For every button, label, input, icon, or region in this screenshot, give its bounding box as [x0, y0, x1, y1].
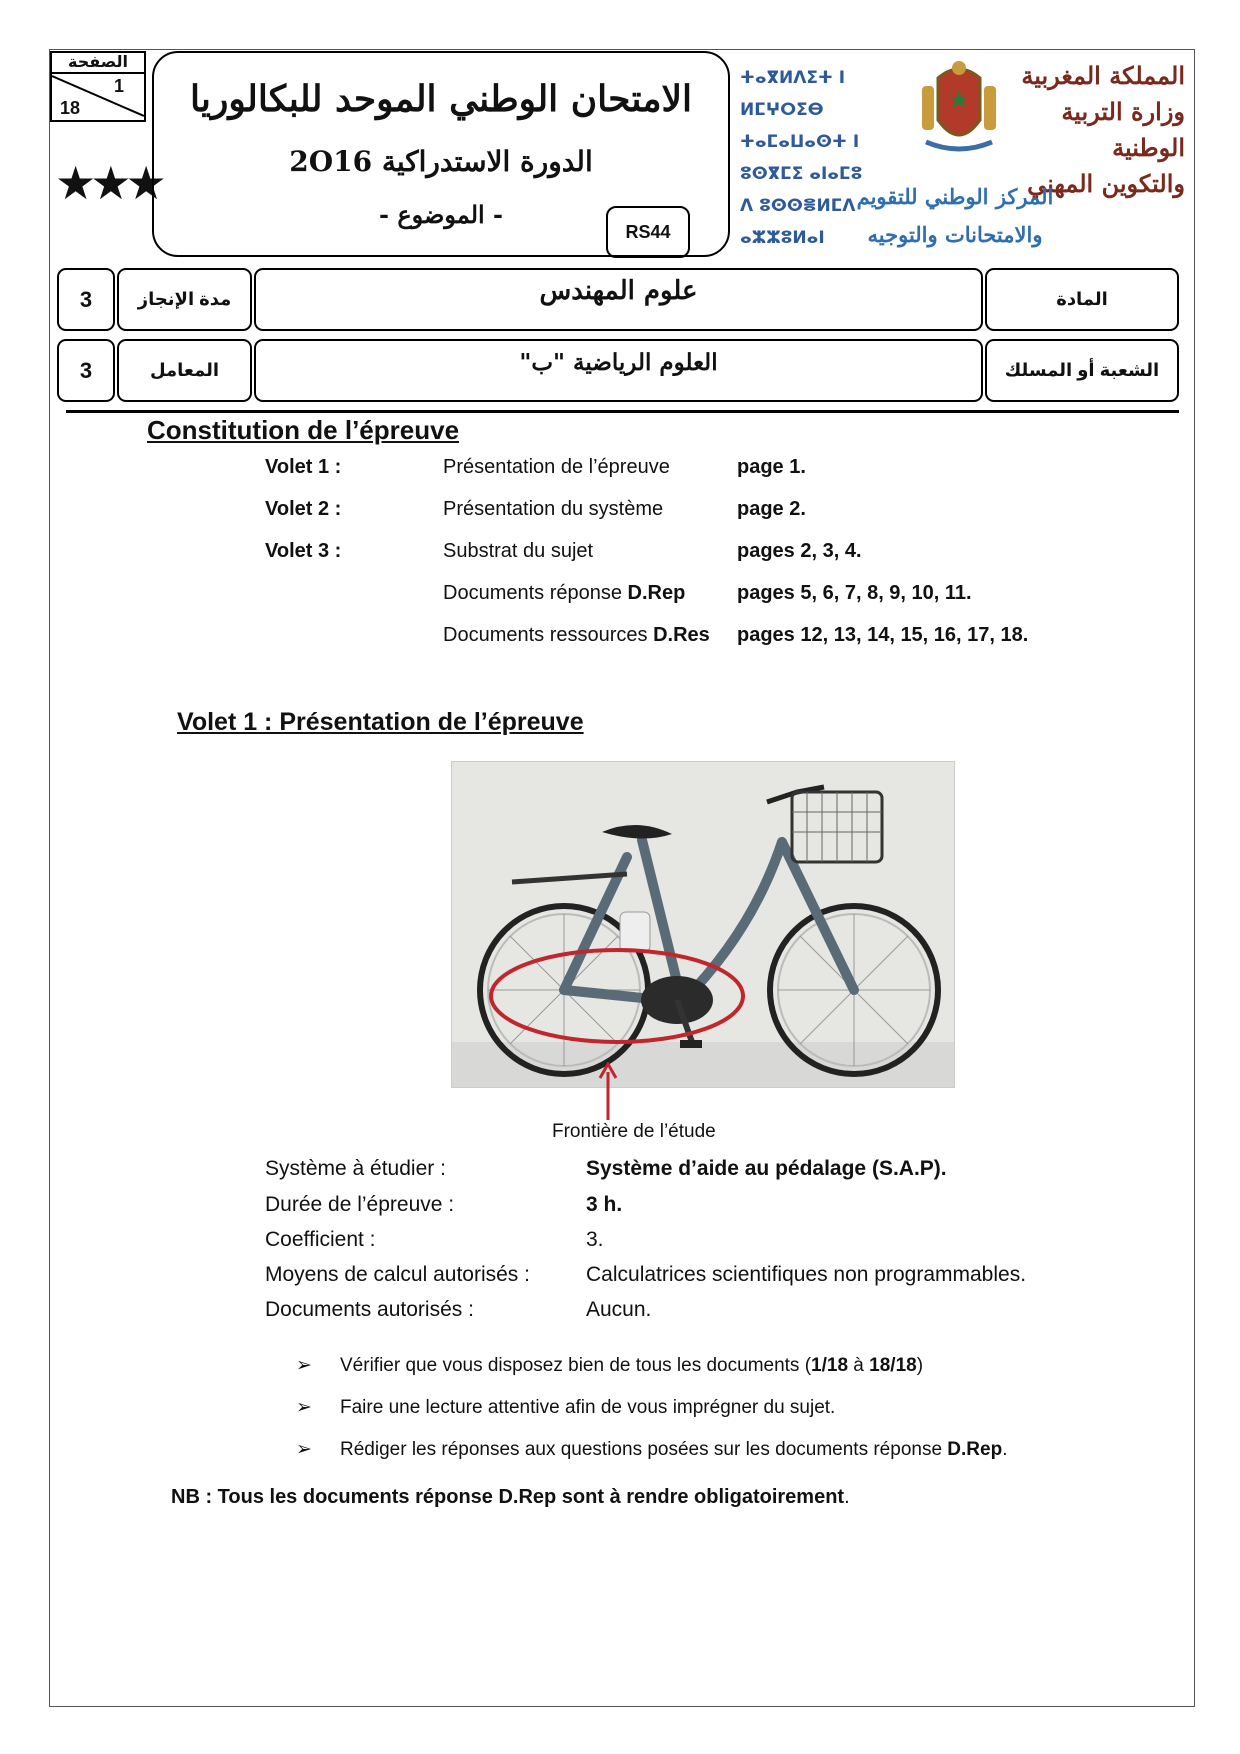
ministry-line: وزارة التربية الوطنية [1061, 97, 1185, 162]
volet-description [443, 624, 710, 647]
detail-label: Coefficient : [265, 1228, 376, 1251]
duration-value: 3 [57, 268, 115, 331]
ministry-line: والتكوين المهني [1027, 169, 1185, 198]
page-range-start: 1/18 [811, 1355, 849, 1376]
header-separator [66, 410, 1179, 413]
exam-session: الدورة الاستدراكية 2O16 [289, 145, 593, 178]
detail-label: Système à étudier : [265, 1157, 446, 1180]
doc-type-text: Documents réponse [443, 582, 628, 604]
instruction-text: ) [916, 1355, 924, 1376]
volet-pages: page 1. [737, 456, 806, 478]
exam-code: RS44 [606, 206, 690, 258]
volet-pages: pages 2, 3, 4. [737, 540, 862, 562]
constitution-heading: Constitution de l’épreuve [147, 415, 460, 445]
detail-value: 3. [586, 1228, 604, 1251]
page-total: 18 [60, 98, 81, 118]
tifinagh-line: ⵜⴰⵎⴰⵡⴰⵙⵜ ⵏ ⵓⵙⴳⵎⵉ ⴰⵏⴰⵎⵓ [740, 132, 863, 184]
coefficient-label: المعامل [117, 339, 252, 402]
track-label: الشعبة أو المسلك [985, 339, 1179, 402]
photo-caption: Frontière de l’étude [552, 1121, 716, 1142]
instruction-text: Faire une lecture attentive afin de vous imprégner du sujet. [340, 1397, 836, 1418]
tifinagh-line: ⴷ ⵓⵙⵙⴻⵍⵎⴷ ⴰⵣⵣⵓⵍⴰⵏ [740, 196, 856, 248]
doc-type-code: D.Rep [627, 582, 686, 604]
volet-pages: pages 5, 6, 7, 8, 9, 10, 11. [737, 582, 972, 604]
volet-description: Présentation du système [443, 498, 664, 520]
duration-label: مدة الإنجاز [117, 268, 252, 331]
volet1-heading: Volet 1 : Présentation de l’épreuve [177, 708, 584, 736]
detail-label: Durée de l’épreuve : [265, 1193, 455, 1216]
tifinagh-line: ⵜⴰⴳⵍⴷⵉⵜ ⵏ ⵍⵎⵖⵔⵉⴱ [740, 68, 846, 120]
instruction-text: Rédiger les réponses aux questions posées sur les documents réponse [340, 1439, 948, 1460]
subject-value: علوم المهندس [254, 268, 983, 331]
instruction-item [296, 1438, 1007, 1461]
arrow-bullet-icon: ➢ [296, 1397, 312, 1418]
volet-label: Volet 1 : [265, 456, 342, 478]
detail-label: Moyens de calcul autorisés : [265, 1263, 530, 1286]
doc-type-code: D.Res [653, 624, 710, 646]
volet-description: Présentation de l’épreuve [443, 456, 670, 478]
exam-title: الامتحان الوطني الموحد للبكالوريا [189, 78, 693, 120]
volet-label: Volet 2 : [265, 498, 342, 520]
detail-value: Aucun. [586, 1298, 652, 1321]
detail-label: Documents autorisés : [265, 1298, 474, 1321]
doc-type-text: Documents ressources [443, 624, 654, 646]
bicycle-illustration [452, 762, 955, 1088]
subject-type: - الموضوع - [379, 200, 503, 229]
coefficient-value: 3 [57, 339, 115, 402]
instruction-item [296, 1396, 835, 1419]
centre-line: المركز الوطني للتقويم [856, 184, 1054, 209]
page-range-end: 18/18 [869, 1355, 917, 1376]
instruction-text: à [848, 1355, 870, 1376]
evaluation-centre [830, 178, 1080, 254]
page-label: الصفحة [52, 53, 144, 74]
boundary-arrow [598, 1062, 618, 1122]
detail-value: 3 h. [586, 1193, 623, 1216]
detail-value: Système d’aide au pédalage (S.A.P). [586, 1157, 947, 1180]
difficulty-stars: ★★★ [55, 157, 161, 209]
arrow-bullet-icon: ➢ [296, 1355, 312, 1376]
ministry-line: المملكة المغربية [1021, 61, 1185, 90]
nb-text: NB : Tous les documents réponse D.Rep sont à rendre obligatoirement [171, 1486, 845, 1508]
volet-description: Substrat du sujet [443, 540, 594, 562]
page-number: 1 [113, 76, 124, 96]
volet-description [443, 582, 685, 605]
nb-end: . [844, 1486, 850, 1508]
bicycle-photo [451, 761, 955, 1088]
doc-code: D.Rep [947, 1439, 1003, 1460]
page-number-box [50, 51, 146, 122]
nb-note [171, 1486, 850, 1509]
instruction-item [296, 1354, 923, 1377]
centre-line: والامتحانات والتوجيه [867, 222, 1043, 247]
volet-pages: pages 12, 13, 14, 15, 16, 17, 18. [737, 624, 1029, 646]
coat-of-arms-emblem [918, 58, 1000, 158]
volet-label: Volet 3 : [265, 540, 342, 562]
track-value: العلوم الرياضية "ب" [254, 339, 983, 402]
instruction-text: . [1002, 1439, 1008, 1460]
volet-pages: page 2. [737, 498, 806, 520]
detail-value: Calculatrices scientifiques non programmables. [586, 1263, 1027, 1286]
arrow-bullet-icon: ➢ [296, 1439, 312, 1460]
subject-label: المادة [985, 268, 1179, 331]
instruction-text: Vérifier que vous disposez bien de tous les documents ( [340, 1355, 812, 1376]
